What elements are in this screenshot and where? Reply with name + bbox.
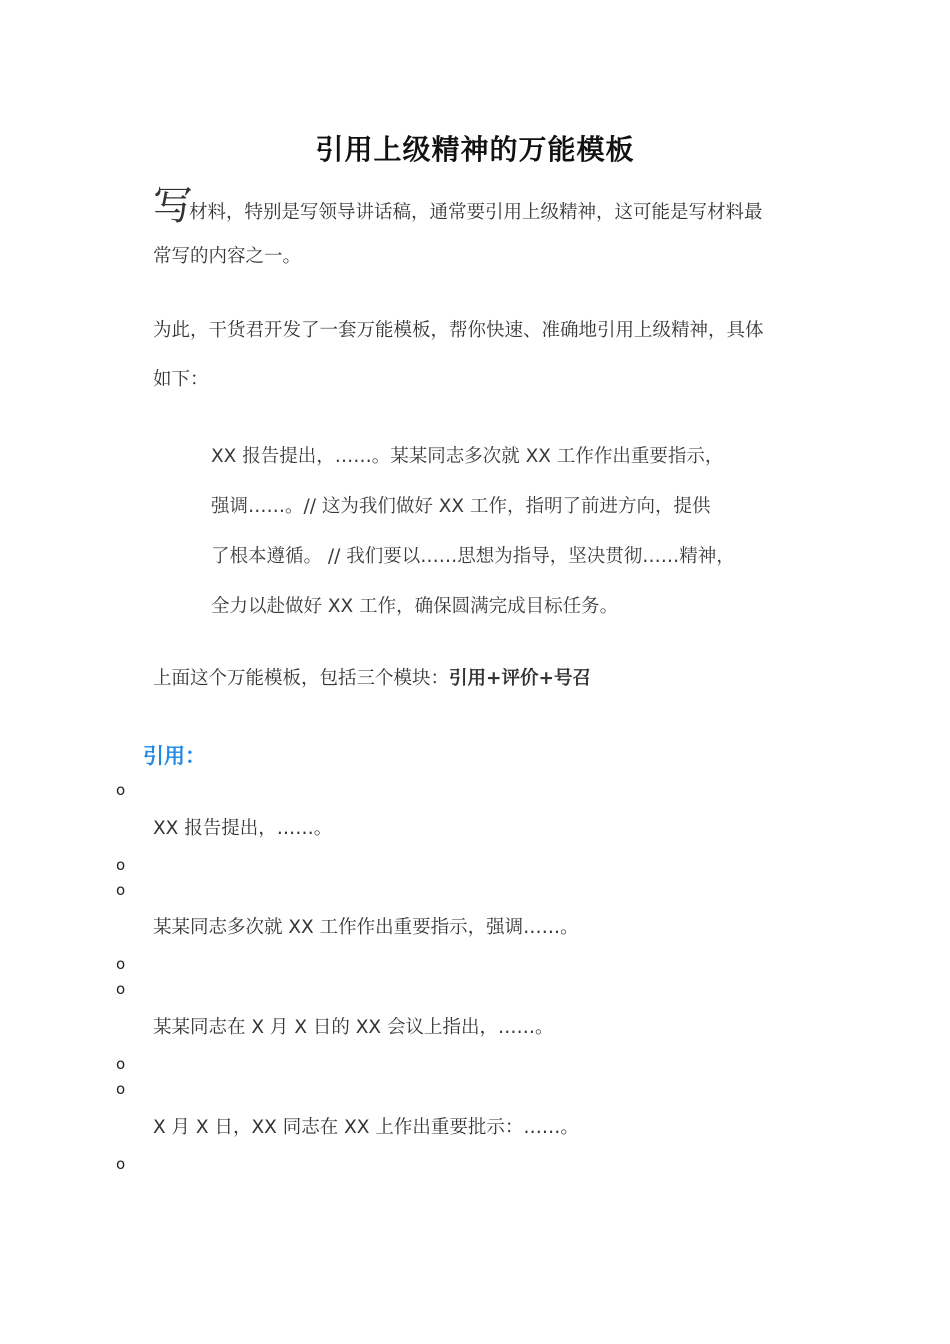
modules-sentence — [153, 666, 591, 692]
template-line-1: XX 报告提出，……。某某同志多次就 XX 工作作出重要指示， — [211, 446, 724, 467]
list-bullet: o — [116, 980, 126, 998]
section-heading-citation: 引用： — [143, 744, 206, 768]
para2-line-1: 为此，干货君开发了一套万能模板，帮你快速、准确地引用上级精神，具体 — [153, 320, 764, 341]
document-title: 引用上级精神的万能模板 — [315, 133, 635, 166]
list-bullet: o — [116, 955, 126, 973]
list-bullet: o — [116, 781, 126, 799]
intro-line-2: 常写的内容之一。 — [153, 246, 302, 267]
list-bullet: o — [116, 881, 126, 899]
template-line-3: 了根本遵循。 // 我们要以……思想为指导，坚决贯彻……精神， — [211, 546, 735, 567]
para2-line-2: 如下： — [153, 369, 209, 390]
list-item: X 月 X 日，XX 同志在 XX 上作出重要批示：……。 — [153, 1117, 579, 1138]
drop-cap: 写 — [153, 183, 193, 229]
list-bullet: o — [116, 856, 126, 874]
list-item: 某某同志多次就 XX 工作作出重要指示，强调……。 — [153, 917, 579, 938]
list-bullet: o — [116, 1080, 126, 1098]
list-item: 某某同志在 X 月 X 日的 XX 会议上指出，……。 — [153, 1017, 554, 1038]
modules-bold: 引用+评价+号召 — [449, 668, 592, 689]
list-bullet: o — [116, 1055, 126, 1073]
template-line-4: 全力以赴做好 XX 工作，确保圆满完成目标任务。 — [211, 596, 619, 617]
list-bullet: o — [116, 1155, 126, 1173]
template-line-2: 强调……。// 这为我们做好 XX 工作，指明了前进方向，提供 — [211, 496, 711, 517]
list-item: XX 报告提出，……。 — [153, 818, 333, 839]
intro-line-1: 材料，特别是写领导讲话稿，通常要引用上级精神，这可能是写材料最 — [189, 202, 763, 223]
modules-prefix: 上面这个万能模板，包括三个模块： — [153, 668, 450, 689]
